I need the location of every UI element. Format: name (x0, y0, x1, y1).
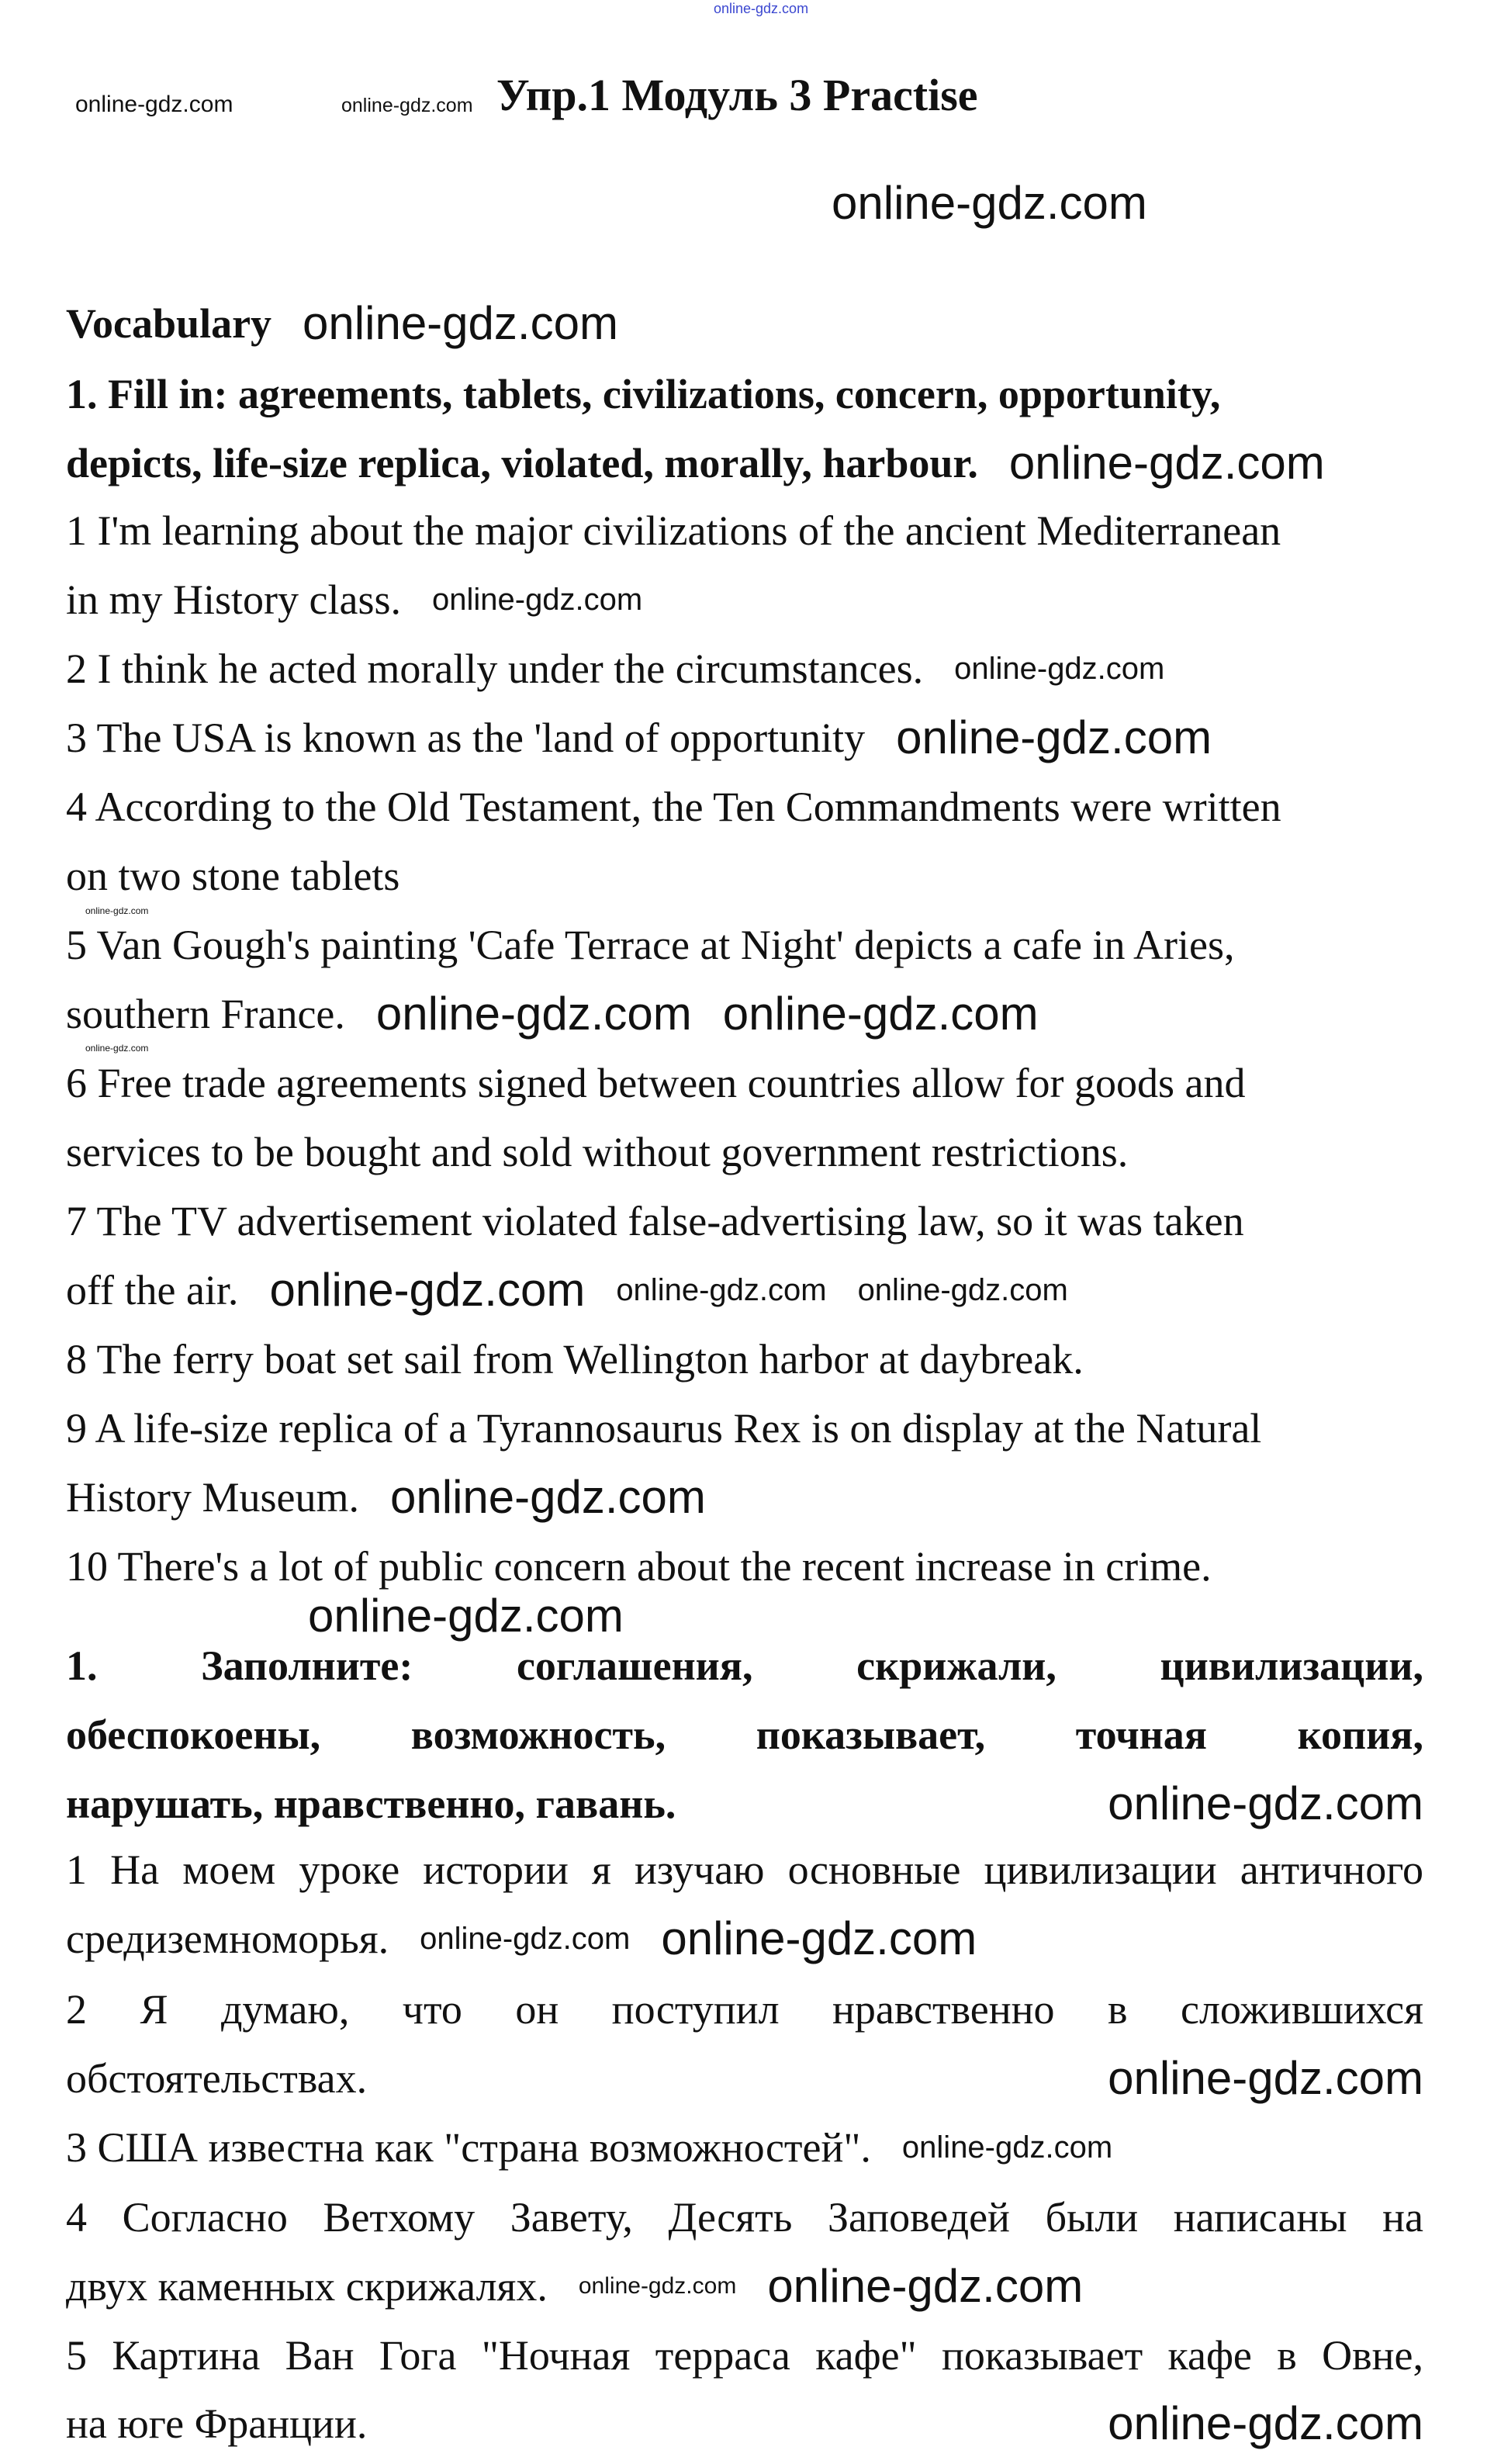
watermark: online-gdz.com (269, 1264, 586, 1316)
watermark: online-gdz.com (896, 711, 1212, 763)
answer-ru-line: двух каменных скрижалях. (66, 2263, 548, 2310)
task-ru-row (66, 1777, 1423, 1829)
watermark: online-gdz.com (578, 2273, 737, 2299)
answer-en-line: 1 I'm learning about the major civilizations of the ancient Mediterranean (66, 507, 1281, 554)
answer-ru-line: обстоятельствах. (66, 2055, 368, 2102)
answer-en-line: 8 The ferry boat set sail from Wellington harbor at daybreak. (66, 1336, 1084, 1383)
answer-en-row (66, 711, 1212, 763)
watermark: online-gdz.com (341, 95, 473, 116)
answer-en-line: 2 I think he acted morally under the circumstances. (66, 645, 924, 692)
watermark: online-gdz.com (1108, 1777, 1423, 1829)
answer-ru-row (66, 1912, 977, 1964)
watermark: online-gdz.com (308, 1590, 624, 1642)
vocabulary-heading: Vocabulary (66, 300, 272, 347)
watermark: online-gdz.com (722, 988, 1039, 1040)
answer-en-line: 7 The TV advertisement violated false-advertising law, so it was taken (66, 1198, 1244, 1244)
watermark: online-gdz.com (420, 1922, 631, 1956)
answer-en-row (66, 1266, 1068, 1314)
answer-ru-line: 4 Согласно Ветхому Завету, Десять Заповедей были написаны на (66, 2194, 1423, 2241)
answer-en-line: History Museum. (66, 1474, 359, 1521)
watermark: online-gdz.com (661, 1912, 977, 1964)
answer-en-line: 3 The USA is known as the 'land of opportunity (66, 715, 866, 761)
watermark: online-gdz.com (1108, 2052, 1423, 2104)
task-en-row (66, 439, 1325, 487)
answer-ru-row (66, 2054, 1423, 2102)
answer-ru-line: 2 Я думаю, что он поступил нравственно в сложившихся (66, 1986, 1423, 2033)
task-en-line: depicts, life-size replica, violated, morally, harbour. (66, 440, 978, 486)
answer-en-line: off the air. (66, 1267, 239, 1313)
answer-en-row (66, 990, 1039, 1038)
watermark: online-gdz.com (954, 652, 1165, 686)
page-title: Упр.1 Модуль 3 Practise (496, 70, 978, 120)
answer-ru-row (66, 2397, 1423, 2449)
watermark: online-gdz.com (431, 583, 643, 617)
watermark: online-gdz.com (85, 1043, 149, 1054)
answer-en-line: services to be bought and sold without government restrictions. (66, 1129, 1129, 1175)
answer-en-line: 10 There's a lot of public concern about the recent increase in crime. (66, 1543, 1212, 1590)
watermark: online-gdz.com (303, 297, 618, 349)
answer-ru-row (66, 2262, 1083, 2310)
answer-en-line: 4 According to the Old Testament, the Ten Commandments were written (66, 784, 1281, 830)
answer-ru-row (66, 2123, 1112, 2172)
watermark: online-gdz.com (390, 1471, 706, 1523)
task-ru-line: обеспокоены, возможность, показывает, точная копия, (66, 1711, 1423, 1758)
watermark: online-gdz.com (901, 2130, 1113, 2165)
answer-ru-line: на юге Франции. (66, 2400, 368, 2447)
answer-en-row (66, 1473, 706, 1521)
watermark: online-gdz.com (1108, 2397, 1423, 2449)
watermark: online-gdz.com (75, 92, 233, 117)
task-ru-line: нарушать, нравственно, гавань. (66, 1781, 676, 1827)
answer-ru-line: 3 США известна как "страна возможностей". (66, 2124, 871, 2171)
answer-en-line: southern France. (66, 991, 345, 1037)
watermark: online-gdz.com (767, 2260, 1084, 2312)
answer-ru-line: 5 Картина Ван Гога "Ночная терраса кафе" показывает кафе в Овне, (66, 2332, 1423, 2379)
task-ru-line: 1. Заполните: соглашения, скрижали, цивилизации, (66, 1642, 1423, 1689)
answer-en-line: 6 Free trade agreements signed between countries allow for goods and (66, 1060, 1246, 1106)
answer-ru-line: 1 На моем уроке истории я изучаю основные цивилизации античного (66, 1846, 1423, 1893)
answer-en-line: 9 A life-size replica of a Tyrannosaurus Rex is on display at the Natural (66, 1405, 1262, 1452)
answer-en-line: on two stone tablets (66, 853, 400, 899)
answer-ru-line: средиземноморья. (66, 1915, 389, 1962)
answer-en-row (66, 576, 642, 624)
watermark: online-gdz.com (616, 1273, 827, 1307)
task-en-line: 1. Fill in: agreements, tablets, civilizations, concern, opportunity, (66, 371, 1221, 417)
watermark: online-gdz.com (857, 1273, 1068, 1307)
watermark: online-gdz.com (1008, 437, 1325, 489)
answer-en-row (66, 645, 1164, 693)
answer-en-line: in my History class. (66, 576, 401, 623)
answer-en-line: 5 Van Gough's painting 'Cafe Terrace at Night' depicts a cafe in Aries, (66, 922, 1235, 968)
watermark: online-gdz.com (375, 988, 692, 1040)
watermark: online-gdz.com (832, 177, 1147, 229)
watermark: online-gdz.com (714, 1, 809, 16)
watermark: online-gdz.com (85, 905, 149, 916)
vocabulary-row (66, 299, 618, 348)
